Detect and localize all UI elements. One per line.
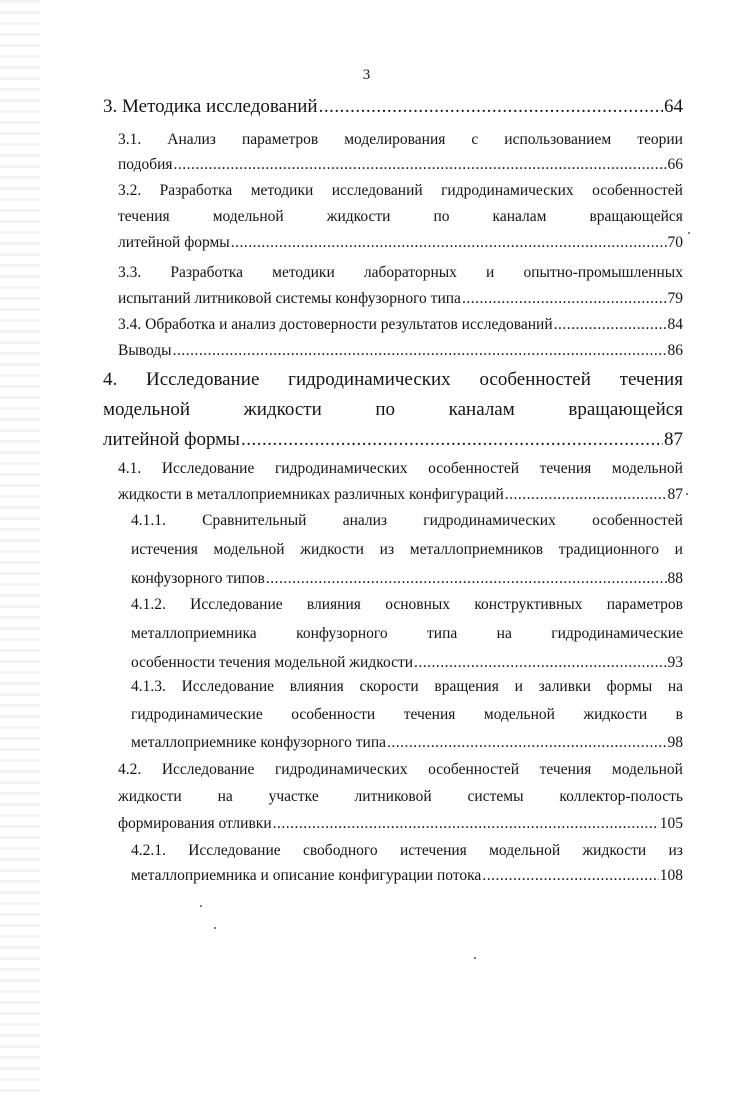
toc-line xyxy=(103,429,683,451)
toc-word: 4. xyxy=(103,369,118,390)
dot-leader xyxy=(414,654,666,672)
toc-word: модельной xyxy=(103,399,191,420)
dot-leader xyxy=(266,570,667,588)
toc-word: и xyxy=(514,678,523,695)
toc-word: жидкости xyxy=(300,541,364,558)
toc-word: моделирования xyxy=(344,131,446,148)
toc-entry-text: жидкости в металлоприемниках различных конфигураций xyxy=(118,486,504,503)
toc-line xyxy=(103,369,683,391)
toc-word: 3.1. xyxy=(118,131,142,148)
toc-entry-text: формирования отливки xyxy=(118,815,272,832)
toc-entry-s3-conc xyxy=(118,342,683,368)
toc-line xyxy=(131,867,683,885)
toc-word: системы xyxy=(467,788,524,805)
toc-line xyxy=(131,678,683,696)
toc-word: 3.2. xyxy=(118,182,142,199)
dot-leader xyxy=(241,429,663,451)
toc-page-number: 88 xyxy=(667,570,683,587)
toc-word: жидкости xyxy=(582,842,647,859)
toc-word: на xyxy=(496,625,512,642)
dot-leader xyxy=(554,316,667,334)
scan-edge-noise xyxy=(0,0,40,1100)
toc-word: особенностей xyxy=(428,761,520,778)
scan-speck xyxy=(686,493,688,495)
toc-word: литниковой xyxy=(354,788,432,805)
toc-word: жидкости xyxy=(243,399,322,420)
toc-entry-text: конфузорного типов xyxy=(131,570,265,587)
toc-word: жидкости xyxy=(326,208,391,225)
toc-word: участке xyxy=(268,788,319,805)
toc-word: по xyxy=(433,208,450,225)
toc-line xyxy=(118,815,683,833)
toc-word: гидродинамических xyxy=(274,460,408,477)
toc-word: Исследование xyxy=(161,761,255,778)
toc-word: типа xyxy=(427,625,458,642)
toc-line xyxy=(131,541,683,559)
toc-entry-text: металлоприемника и описание конфигурации потока xyxy=(131,867,482,884)
toc-entry-text: Выводы xyxy=(118,342,172,359)
toc-line xyxy=(118,131,683,149)
toc-word: скорости xyxy=(359,678,419,695)
toc-word: каналам xyxy=(492,208,547,225)
toc-word: свободного xyxy=(302,842,378,859)
toc-entry-s3 xyxy=(103,96,683,125)
toc-word: в xyxy=(675,706,683,723)
toc-line xyxy=(131,734,683,752)
toc-word: по xyxy=(375,399,396,420)
toc-entry-s3-2 xyxy=(118,182,683,260)
toc-line xyxy=(131,512,683,530)
toc-word: конструктивных xyxy=(474,596,583,613)
scan-speck xyxy=(474,957,476,959)
toc-line xyxy=(118,460,683,478)
toc-line xyxy=(118,761,683,779)
toc-page-number: 84 xyxy=(667,316,683,333)
toc-word: методики xyxy=(272,264,335,281)
toc-word: опытно-промышленных xyxy=(523,264,683,281)
toc-line xyxy=(118,290,683,308)
toc-word: влияния xyxy=(306,596,361,613)
toc-page-number: 87 xyxy=(667,486,683,503)
toc-word: 4.1.2. xyxy=(131,596,166,613)
toc-word: конфузорного xyxy=(296,625,388,642)
toc-word: анализ xyxy=(342,512,388,529)
toc-entry-text: особенности течения модельной жидкости xyxy=(131,654,414,671)
toc-line xyxy=(118,342,683,360)
toc-word: 4.1. xyxy=(118,460,142,477)
toc-word: коллектор-полость xyxy=(559,788,683,805)
toc-word: течения xyxy=(118,208,170,225)
toc-line xyxy=(131,570,683,588)
toc-word: модельной xyxy=(611,761,683,778)
toc-entry-text: металлоприемнике конфузорного типа xyxy=(131,734,387,751)
toc-word: жидкости xyxy=(118,788,182,805)
scan-speck xyxy=(200,905,202,907)
toc-word: основных xyxy=(385,596,451,613)
toc-word: Исследование xyxy=(190,596,283,613)
toc-entry-s4-1-3 xyxy=(131,678,683,762)
toc-word: вращающейся xyxy=(589,208,683,225)
toc-word: гидродинамические xyxy=(131,706,263,723)
toc-page-number: 86 xyxy=(667,342,683,359)
toc-word: особенностей xyxy=(479,369,591,390)
dot-leader xyxy=(174,156,667,174)
page-number: 3 xyxy=(362,67,371,83)
toc-word: Исследование xyxy=(161,460,255,477)
dot-leader xyxy=(387,734,666,752)
toc-page-number: 66 xyxy=(667,156,683,173)
toc-page-number: 98 xyxy=(667,734,683,751)
toc-word: и xyxy=(674,541,683,558)
scan-speck xyxy=(214,927,216,929)
toc-word: 4.2.1. xyxy=(131,842,166,859)
toc-word: и xyxy=(486,264,495,281)
toc-word: особенностей xyxy=(428,460,520,477)
toc-word: Разработка xyxy=(159,182,233,199)
toc-entry-s3-1 xyxy=(118,131,683,181)
toc-word: модельной xyxy=(213,541,285,558)
toc-line xyxy=(131,625,683,643)
toc-word: традиционного xyxy=(558,541,659,558)
toc-word: истечения xyxy=(399,842,467,859)
toc-word: параметров xyxy=(606,596,683,613)
toc-word: вращения xyxy=(434,678,499,695)
toc-word: вращающейся xyxy=(568,399,683,420)
toc-word: особенностей xyxy=(592,182,683,199)
toc-word: Разработка xyxy=(170,264,244,281)
toc-word: течения xyxy=(539,761,592,778)
toc-line xyxy=(118,788,683,806)
toc-word: Исследование xyxy=(181,678,275,695)
toc-page-number: 64 xyxy=(664,96,683,117)
toc-entry-s3-3 xyxy=(118,264,683,316)
toc-word: теории xyxy=(637,131,683,148)
toc-word: гидродинамических xyxy=(441,182,574,199)
toc-entry-text: литейной формы xyxy=(118,234,230,251)
toc-word: 3.3. xyxy=(118,264,142,281)
toc-word: гидродинамических xyxy=(274,761,408,778)
toc-word: каналам xyxy=(448,399,515,420)
toc-line xyxy=(118,156,683,174)
toc-word: лабораторных xyxy=(363,264,457,281)
toc-word: на xyxy=(667,678,683,695)
toc-line xyxy=(118,486,683,504)
dot-leader xyxy=(462,290,667,308)
toc-word: Исследование xyxy=(188,842,281,859)
toc-word: модельной xyxy=(212,208,284,225)
toc-entry-s4 xyxy=(103,369,683,459)
toc-entry-text: 3. Методика исследований xyxy=(103,96,318,117)
dot-leader xyxy=(482,867,658,885)
toc-word: модельной xyxy=(611,460,683,477)
toc-page-number: 105 xyxy=(659,815,683,832)
toc-word: Исследование xyxy=(146,369,260,390)
toc-line xyxy=(118,208,683,226)
toc-word: 4.1.3. xyxy=(131,678,166,695)
toc-line xyxy=(103,96,683,118)
toc-word: исследований xyxy=(331,182,423,199)
toc-page-number: 87 xyxy=(664,429,683,450)
toc-word: течения xyxy=(619,369,683,390)
toc-page-number: 108 xyxy=(659,867,683,884)
toc-word: влияния xyxy=(289,678,344,695)
toc-page-number: 70 xyxy=(667,234,683,251)
toc-line xyxy=(118,264,683,282)
toc-word: металлоприемника xyxy=(131,625,257,642)
toc-entry-text: испытаний литниковой системы конфузорного типа xyxy=(118,290,461,307)
toc-line xyxy=(118,316,683,334)
toc-word: модельной xyxy=(489,842,561,859)
toc-word: параметров xyxy=(241,131,319,148)
toc-word: гидродинамических xyxy=(423,512,556,529)
toc-word: модельной xyxy=(483,706,555,723)
toc-word: с xyxy=(471,131,479,148)
toc-word: течения xyxy=(403,706,456,723)
toc-entry-text: литейной формы xyxy=(103,429,240,450)
toc-word: особенностей xyxy=(592,512,683,529)
toc-word: истечения xyxy=(131,541,198,558)
toc-word: из xyxy=(379,541,395,558)
toc-word: на xyxy=(217,788,233,805)
toc-line xyxy=(103,399,683,421)
toc-entry-text: 3.4. Обработка и анализ достоверности результатов исследований xyxy=(118,316,553,333)
toc-word: использованием xyxy=(504,131,612,148)
toc-line xyxy=(131,596,683,614)
toc-word: Анализ xyxy=(167,131,216,148)
toc-word: заливки xyxy=(538,678,591,695)
toc-line xyxy=(131,842,683,860)
toc-word: жидкости xyxy=(583,706,648,723)
toc-word: 4.1.1. xyxy=(131,512,166,529)
toc-word: формы xyxy=(606,678,653,695)
toc-line xyxy=(131,706,683,724)
dot-leader xyxy=(505,486,667,504)
toc-word: течения xyxy=(539,460,592,477)
dot-leader xyxy=(273,815,659,833)
toc-page-number: 93 xyxy=(667,654,683,671)
toc-word: гидродинамических xyxy=(288,369,451,390)
scan-speck xyxy=(688,232,690,234)
toc-word: особенности xyxy=(291,706,376,723)
dot-leader xyxy=(319,96,663,118)
toc-entry-s4-1 xyxy=(118,460,683,512)
toc-word: методики xyxy=(250,182,314,199)
toc-entry-s3-4 xyxy=(118,316,683,342)
toc-word: 4.2. xyxy=(118,761,142,778)
toc-entry-s4-1-2 xyxy=(131,596,683,683)
toc-line xyxy=(131,654,683,672)
dot-leader xyxy=(231,234,667,252)
toc-entry-s4-2-1 xyxy=(131,842,683,892)
toc-word: Сравнительный xyxy=(202,512,307,529)
toc-word: из xyxy=(668,842,683,859)
toc-line xyxy=(118,234,683,252)
dot-leader xyxy=(173,342,667,360)
toc-page-number: 79 xyxy=(667,290,683,307)
toc-word: гидродинамические xyxy=(551,625,683,642)
toc-entry-s4-1-1 xyxy=(131,512,683,599)
toc-line xyxy=(118,182,683,200)
toc-entry-text: подобия xyxy=(118,156,173,173)
toc-entry-s4-2 xyxy=(118,761,683,842)
toc-word: металлоприемников xyxy=(409,541,544,558)
